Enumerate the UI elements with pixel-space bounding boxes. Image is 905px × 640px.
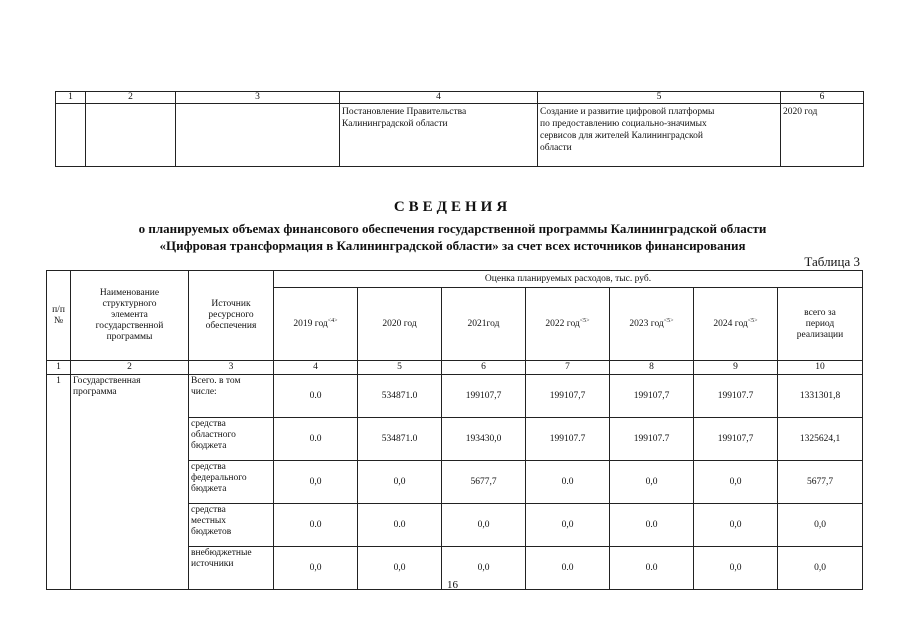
year-header: 2019 год$^{<4>}$ (274, 288, 358, 361)
value-cell: 199107.7 (526, 418, 610, 461)
legal-act-cell: Постановление Правительства Калининградской области (340, 104, 538, 167)
footnote-mark: <5> (579, 317, 590, 324)
value-cell: 0,0 (442, 547, 526, 590)
continuation-cell (86, 104, 176, 167)
source-cell: Всего. в том числе: (189, 375, 274, 418)
document-subtitle-line-1: о планируемых объемах финансового обеспечения государственной программы Калининградской области (138, 221, 767, 236)
continuation-header-cell: 4 (340, 92, 538, 104)
year-cell: 2020 год (781, 104, 864, 167)
column-number: 9 (694, 361, 778, 375)
year-header: 2023 год$^{<5>}$ (610, 288, 694, 361)
column-number: 3 (189, 361, 274, 375)
value-cell: 0.0 (274, 418, 358, 461)
column-number: 6 (442, 361, 526, 375)
column-number: 7 (526, 361, 610, 375)
continuation-header-cell: 6 (781, 92, 864, 104)
continuation-header-cell: 5 (538, 92, 781, 104)
value-cell: 534871.0 (358, 375, 442, 418)
column-number: 1 (47, 361, 71, 375)
value-cell: 0.0 (610, 547, 694, 590)
value-cell: 0,0 (526, 504, 610, 547)
value-cell: 0.0 (274, 504, 358, 547)
continuation-cell (56, 104, 86, 167)
column-number: 4 (274, 361, 358, 375)
element-name: Государственная программа (71, 375, 189, 590)
value-cell: 199107,7 (694, 418, 778, 461)
goal-cell: Создание и развитие цифровой платформы по предоставлению социально-значимых сервисов для жителей Калининградской области (538, 104, 781, 167)
value-cell: 0,0 (274, 547, 358, 590)
table-header-row-1 (47, 271, 863, 288)
total-header: всего за период реализации (778, 288, 863, 361)
page-number: 16 (447, 579, 458, 591)
column-header-element: Наименование структурного элемента государственной программы (71, 271, 189, 361)
value-cell: 0.0 (358, 504, 442, 547)
continuation-header-cell: 1 (56, 92, 86, 104)
total-cell: 0,0 (778, 504, 863, 547)
column-number: 8 (610, 361, 694, 375)
total-cell: 1325624,1 (778, 418, 863, 461)
year-header: 2024 год$^{<5>}$ (694, 288, 778, 361)
column-number-row (47, 361, 863, 375)
value-cell: 0,0 (358, 461, 442, 504)
document-subtitle-line-2: «Цифровая трансформация в Калининградской области» за счет всех источников финансирования (159, 238, 746, 253)
value-cell: 193430,0 (442, 418, 526, 461)
source-cell: внебюджетные источники (189, 547, 274, 590)
row-index: 1 (47, 375, 71, 590)
source-cell: средства областного бюджета (189, 418, 274, 461)
value-cell: 0,0 (274, 461, 358, 504)
continuation-table (55, 91, 864, 167)
year-header: 2021год (442, 288, 526, 361)
table-row (47, 375, 863, 418)
footnote-mark: <5> (663, 317, 674, 324)
value-cell: 0.0 (526, 461, 610, 504)
value-cell: 199107.7 (610, 418, 694, 461)
value-cell: 199107,7 (610, 375, 694, 418)
continuation-header-cell: 2 (86, 92, 176, 104)
source-cell: средства федерального бюджета (189, 461, 274, 504)
value-cell: 5677,7 (442, 461, 526, 504)
total-cell: 1331301,8 (778, 375, 863, 418)
value-cell: 0,0 (442, 504, 526, 547)
column-number: 5 (358, 361, 442, 375)
year-header: 2020 год (358, 288, 442, 361)
total-cell: 5677,7 (778, 461, 863, 504)
continuation-header-cell: 3 (176, 92, 340, 104)
value-cell: 0,0 (694, 461, 778, 504)
column-number: 2 (71, 361, 189, 375)
value-cell: 534871.0 (358, 418, 442, 461)
continuation-cell (176, 104, 340, 167)
value-cell: 0.0 (526, 547, 610, 590)
value-cell: 199107,7 (526, 375, 610, 418)
value-cell: 0.0 (274, 375, 358, 418)
value-cell: 0.0 (610, 504, 694, 547)
value-cell: 0,0 (610, 461, 694, 504)
source-cell: средства местных бюджетов (189, 504, 274, 547)
column-number: 10 (778, 361, 863, 375)
value-cell: 0,0 (694, 504, 778, 547)
continuation-row (56, 104, 864, 167)
footnote-mark: <5> (747, 317, 758, 324)
value-cell: 199107,7 (442, 375, 526, 418)
document-title: СВЕДЕНИЯ (393, 199, 512, 215)
value-cell: 199107.7 (694, 375, 778, 418)
table-label: Таблица 3 (804, 254, 860, 269)
value-cell: 0,0 (358, 547, 442, 590)
footnote-mark: <4> (327, 317, 338, 324)
financing-table (46, 270, 863, 590)
column-header-index: п/п № (47, 271, 71, 361)
column-header-source: Источник ресурсного обеспечения (189, 271, 274, 361)
year-header: 2022 год$^{<5>}$ (526, 288, 610, 361)
value-cell: 0,0 (694, 547, 778, 590)
total-cell: 0,0 (778, 547, 863, 590)
continuation-header-row (56, 92, 864, 104)
column-group-header: Оценка планируемых расходов, тыс. руб. (274, 271, 863, 288)
